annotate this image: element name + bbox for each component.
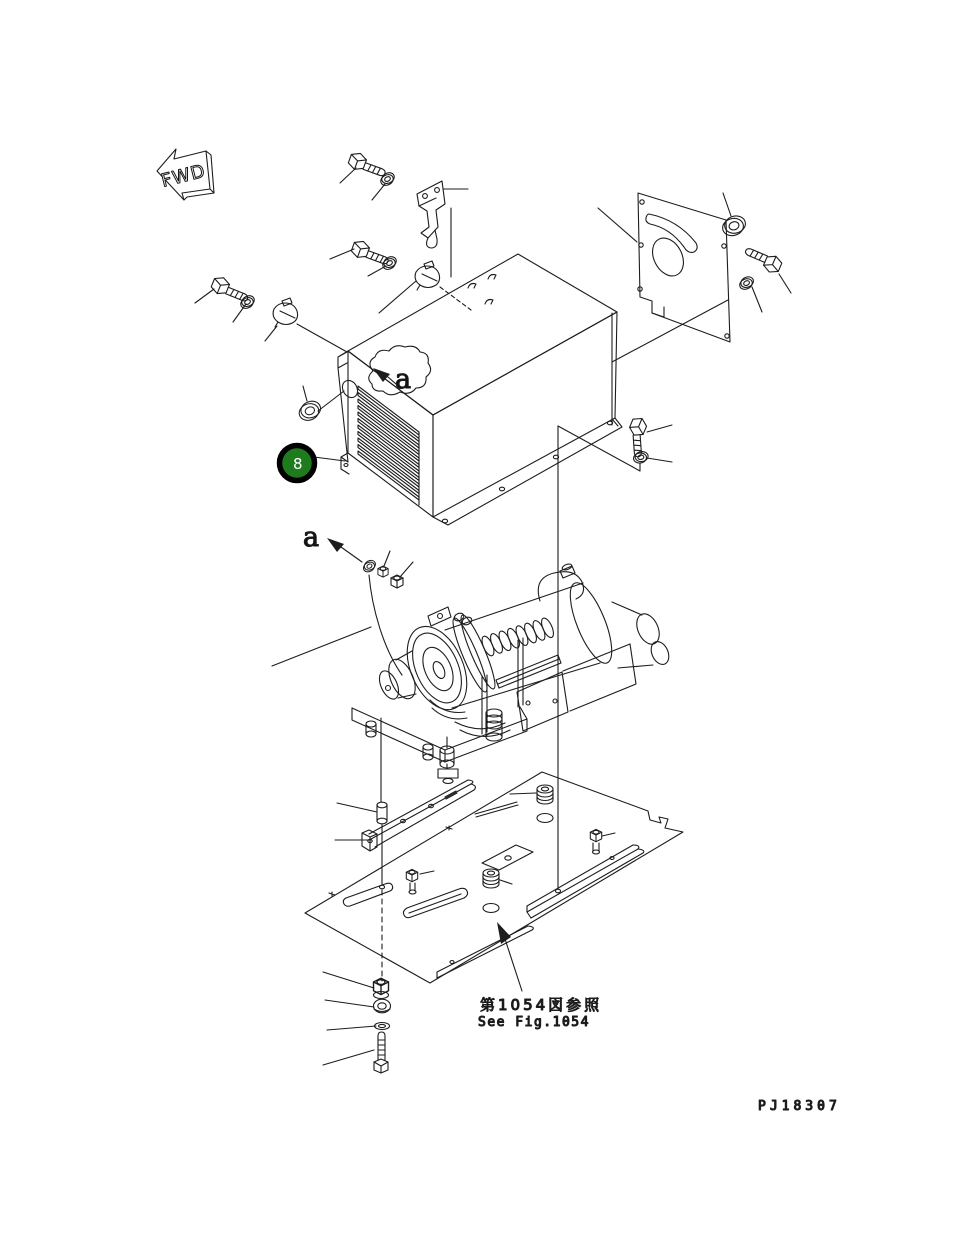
base-plate xyxy=(305,772,683,983)
box-mount-fasteners xyxy=(629,418,649,464)
rail-bottom xyxy=(437,926,533,978)
bolt-icon xyxy=(210,275,252,305)
cushion-mount-icon xyxy=(537,785,553,804)
top-hardware-group xyxy=(347,151,445,290)
cushion-washer xyxy=(374,999,391,1013)
compressor-assembly xyxy=(352,563,672,784)
nut-icon xyxy=(378,566,388,577)
drawing-number: PJ18307 xyxy=(758,1099,841,1114)
rail-front-left xyxy=(362,780,475,851)
grommet-icon xyxy=(296,399,323,423)
reference-text-en: See Fig.1054 xyxy=(478,1015,590,1030)
plate-nut-stud xyxy=(406,869,417,894)
bolt-icon xyxy=(629,418,649,457)
bolt-icon xyxy=(374,1032,388,1073)
clamp-icon xyxy=(273,298,297,327)
reference-text-jp: 第1054図参照 xyxy=(480,996,603,1014)
view-arrow-icon xyxy=(373,368,390,382)
washer-icon xyxy=(633,451,649,464)
view-arrow-icon xyxy=(327,538,344,552)
item-badge-8 xyxy=(280,446,346,481)
cover-box xyxy=(338,254,622,525)
rail-right xyxy=(527,845,644,918)
clamp-icon xyxy=(415,261,439,290)
washer-icon xyxy=(361,558,378,573)
plate-nut-stud xyxy=(590,829,601,854)
badge-number: 8 xyxy=(293,455,303,473)
hook-bracket xyxy=(417,181,445,248)
top-face-hook-marks xyxy=(468,275,496,305)
spacer-cylinder xyxy=(377,802,387,824)
washer-icon xyxy=(378,171,396,188)
bolt-icon xyxy=(350,239,392,268)
bolt-icon xyxy=(347,151,389,180)
view-callout-a-bottom xyxy=(272,522,413,675)
view-label-a-top: a xyxy=(395,364,412,395)
cushion-mount-icon xyxy=(483,869,499,888)
fwd-label: FWD xyxy=(159,160,208,192)
view-label-a-bottom: a xyxy=(303,522,320,553)
box-hole xyxy=(339,378,360,401)
rear-panel xyxy=(638,193,730,342)
plate-slots xyxy=(329,802,533,918)
panel-fasteners xyxy=(737,245,783,292)
view-callout-a-top xyxy=(369,346,431,395)
nut-icon xyxy=(391,575,403,588)
bolt-icon xyxy=(742,245,784,275)
figure-reference-note xyxy=(478,922,602,1030)
grommet-icon xyxy=(720,214,748,238)
washer-icon xyxy=(375,1023,390,1030)
fwd-direction-arrow xyxy=(157,149,214,200)
